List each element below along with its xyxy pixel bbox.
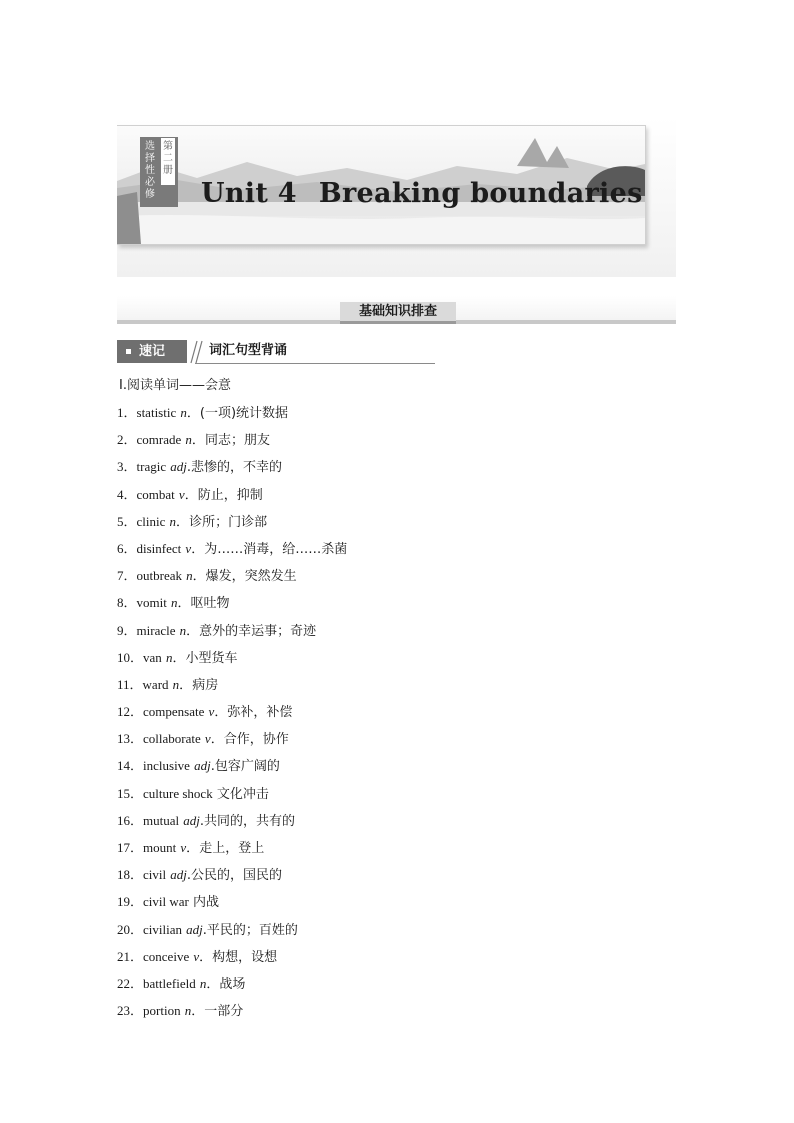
vocab-word: culture shock bbox=[143, 785, 213, 801]
vocab-word: inclusive bbox=[143, 758, 190, 774]
subheading-underline bbox=[195, 363, 435, 364]
vocab-word: ward bbox=[142, 676, 169, 692]
series-char: 必 bbox=[145, 177, 155, 188]
vocab-item bbox=[117, 457, 347, 484]
series-char: 性 bbox=[145, 165, 155, 176]
vocab-meaning: 合作，协作 bbox=[223, 732, 289, 748]
vocab-number: 20． bbox=[117, 921, 144, 937]
vocab-word: miracle bbox=[136, 622, 176, 638]
vocab-meaning: 构想，设想 bbox=[212, 949, 278, 965]
vocab-number: 22． bbox=[117, 975, 144, 991]
pos-separator: ． bbox=[210, 732, 224, 748]
vocab-item bbox=[117, 920, 347, 947]
vocab-number: 11． bbox=[117, 676, 143, 692]
vocab-word: mutual bbox=[143, 812, 180, 828]
pos-separator: ． bbox=[191, 1004, 205, 1020]
vocab-word: van bbox=[143, 649, 162, 665]
series-tag-col1 bbox=[144, 141, 156, 201]
square-bullet-icon bbox=[126, 349, 131, 354]
part-of-speech: n bbox=[199, 975, 207, 991]
pos-separator: ． bbox=[179, 677, 193, 693]
vocab-item bbox=[117, 702, 347, 729]
unit-label: Unit 4 bbox=[201, 178, 297, 209]
vocab-meaning: 悲惨的，不幸的 bbox=[191, 460, 283, 476]
vocab-word: conceive bbox=[143, 948, 190, 964]
part-of-speech: adj bbox=[170, 459, 187, 475]
pos-separator: ． bbox=[199, 949, 213, 965]
unit-title bbox=[201, 178, 643, 209]
vocab-word: vomit bbox=[136, 595, 167, 611]
vocab-meaning: 同志；朋友 bbox=[204, 433, 270, 449]
vocab-meaning: 共同的，共有的 bbox=[204, 813, 296, 829]
part-of-speech: adj bbox=[170, 867, 187, 883]
vocab-meaning: 意外的幸运事；奇迹 bbox=[199, 623, 317, 639]
vocab-item bbox=[117, 811, 347, 838]
vocab-number: 16． bbox=[117, 812, 144, 828]
part-of-speech: v bbox=[185, 540, 192, 556]
part-of-speech: n bbox=[165, 649, 173, 665]
vocab-item bbox=[117, 675, 347, 702]
part-of-speech: n bbox=[172, 676, 180, 692]
vocab-meaning: 走上，登上 bbox=[199, 841, 265, 856]
subheading bbox=[117, 340, 435, 364]
vocab-number: 13． bbox=[117, 731, 144, 747]
part-of-speech: n bbox=[171, 595, 178, 611]
part-of-speech: v bbox=[180, 840, 187, 855]
vocab-word: civil bbox=[143, 867, 167, 883]
part-of-speech: n bbox=[169, 513, 177, 529]
vocab-word: tragic bbox=[136, 459, 167, 475]
vocab-number: 14． bbox=[117, 758, 144, 774]
vocab-word: outbreak bbox=[136, 568, 182, 584]
vocab-meaning: 爆发，突然发生 bbox=[205, 569, 297, 585]
part-of-speech: adj bbox=[194, 758, 211, 774]
vocab-item bbox=[117, 485, 347, 512]
series-char: 第 bbox=[163, 141, 173, 152]
part-of-speech: n bbox=[185, 432, 192, 448]
banner-landscape bbox=[117, 125, 646, 245]
pos-separator: ． bbox=[186, 623, 200, 639]
vocab-item bbox=[117, 865, 347, 892]
vocab-meaning: 为……消毒，给……杀菌 bbox=[204, 541, 348, 557]
vocab-meaning: (一项)统计数据 bbox=[199, 406, 289, 421]
pos-separator: ． bbox=[192, 569, 206, 585]
pos-separator: ． bbox=[177, 596, 191, 612]
vocab-meaning: 防止，抑制 bbox=[197, 487, 263, 503]
vocab-number: 15． bbox=[117, 785, 144, 801]
pos-separator: ． bbox=[172, 650, 186, 666]
vocab-number: 7． bbox=[117, 568, 137, 584]
vocab-word: compensate bbox=[143, 704, 205, 720]
vocab-item bbox=[117, 892, 347, 919]
part-of-speech: n bbox=[180, 405, 187, 420]
part-of-speech: adj bbox=[183, 812, 200, 828]
vocab-item bbox=[117, 430, 347, 457]
series-char: 选 bbox=[145, 141, 155, 152]
series-char: 二 bbox=[163, 153, 173, 164]
vocab-number: 10． bbox=[117, 649, 144, 665]
part-of-speech: v bbox=[178, 486, 185, 502]
pos-separator: . bbox=[199, 813, 205, 829]
vocab-number: 4． bbox=[117, 486, 137, 502]
part-heading: Ⅰ.阅读单词——会意 bbox=[119, 378, 231, 393]
vocab-number: 1． bbox=[117, 405, 137, 420]
pos-separator: ． bbox=[186, 841, 200, 856]
subheading-tag-label: 速记 bbox=[139, 344, 166, 359]
pos-separator: ． bbox=[191, 433, 205, 449]
vocab-item bbox=[117, 838, 347, 865]
vocab-meaning: 公民的，国民的 bbox=[191, 868, 283, 884]
vocab-list bbox=[117, 403, 347, 1028]
vocab-number: 21． bbox=[117, 948, 144, 964]
vocab-word: battlefield bbox=[143, 975, 196, 991]
vocab-item bbox=[117, 593, 347, 620]
subheading-title: 词汇句型背诵 bbox=[209, 343, 288, 358]
vocab-meaning: 呕吐物 bbox=[190, 596, 230, 612]
pos-separator: ． bbox=[191, 541, 205, 557]
vocab-word: civil war bbox=[143, 894, 189, 910]
vocab-number: 5． bbox=[117, 513, 137, 529]
section-heading bbox=[117, 296, 676, 324]
pos-separator: ． bbox=[176, 514, 190, 530]
vocab-word: civilian bbox=[143, 921, 183, 937]
vocab-item bbox=[117, 621, 347, 648]
section-title: 基础知识排查 bbox=[340, 302, 456, 324]
vocab-number: 19． bbox=[117, 894, 144, 910]
vocab-number: 23． bbox=[117, 1003, 144, 1019]
vocab-word: statistic bbox=[136, 405, 177, 420]
double-slash-icon bbox=[189, 340, 205, 364]
pos-separator: . bbox=[202, 922, 207, 938]
vocab-meaning: 文化冲击 bbox=[216, 786, 269, 802]
vocab-number: 9． bbox=[117, 622, 137, 638]
series-tag-col2 bbox=[161, 138, 175, 185]
vocab-meaning: 包容广阔的 bbox=[214, 759, 280, 775]
part-of-speech: v bbox=[208, 704, 215, 720]
vocab-number: 6． bbox=[117, 540, 137, 556]
series-char: 册 bbox=[163, 165, 173, 176]
vocab-item bbox=[117, 539, 347, 566]
vocab-meaning: 平民的；百姓的 bbox=[206, 922, 298, 938]
vocab-number: 2． bbox=[117, 432, 137, 448]
vocab-number: 17． bbox=[117, 840, 144, 855]
vocab-item bbox=[117, 403, 347, 430]
pos-separator: . bbox=[186, 868, 192, 884]
vocab-number: 12． bbox=[117, 704, 144, 720]
vocab-word: portion bbox=[143, 1003, 181, 1019]
pos-separator: ． bbox=[214, 705, 228, 721]
pos-separator: ． bbox=[186, 406, 200, 421]
part-of-speech: n bbox=[184, 1003, 192, 1019]
vocab-meaning: 病房 bbox=[192, 677, 219, 693]
vocab-meaning: 弥补，补偿 bbox=[227, 705, 293, 721]
vocab-meaning: 小型货车 bbox=[185, 650, 238, 666]
pos-separator: ． bbox=[206, 976, 220, 992]
pos-separator: . bbox=[186, 460, 192, 476]
vocab-item bbox=[117, 512, 347, 539]
subheading-tag bbox=[117, 340, 187, 363]
unit-name: Breaking boundaries bbox=[318, 178, 643, 209]
pos-separator: ． bbox=[184, 487, 198, 503]
vocab-item bbox=[117, 566, 347, 593]
vocab-item bbox=[117, 947, 347, 974]
vocab-meaning: 内战 bbox=[193, 895, 220, 911]
part-of-speech: adj bbox=[186, 921, 203, 937]
vocab-number: 3． bbox=[117, 459, 137, 475]
vocab-number: 8． bbox=[117, 595, 137, 611]
series-char: 修 bbox=[145, 189, 155, 200]
part-of-speech: n bbox=[186, 568, 193, 584]
series-tag bbox=[140, 137, 178, 207]
series-char: 择 bbox=[145, 153, 155, 164]
vocab-item bbox=[117, 648, 347, 675]
vocab-word: comrade bbox=[136, 432, 182, 448]
vocab-meaning: 战场 bbox=[219, 976, 246, 992]
vocab-meaning: 诊所；门诊部 bbox=[189, 514, 268, 530]
part-of-speech: v bbox=[193, 948, 200, 964]
vocab-word: mount bbox=[143, 840, 177, 855]
vocab-item bbox=[117, 974, 347, 1001]
vocab-item bbox=[117, 784, 347, 811]
vocab-word: disinfect bbox=[136, 540, 182, 556]
part-of-speech: n bbox=[179, 622, 187, 638]
vocab-number: 18． bbox=[117, 867, 144, 883]
vocab-item bbox=[117, 729, 347, 756]
vocab-meaning: 一部分 bbox=[204, 1004, 244, 1020]
pos-separator: . bbox=[210, 759, 215, 775]
vocab-item bbox=[117, 756, 347, 783]
unit-banner bbox=[117, 117, 676, 277]
vocab-word: collaborate bbox=[143, 731, 201, 747]
part-of-speech: v bbox=[204, 731, 211, 747]
vocab-item bbox=[117, 1001, 347, 1028]
vocab-word: clinic bbox=[136, 513, 166, 529]
vocab-word: combat bbox=[136, 486, 175, 502]
